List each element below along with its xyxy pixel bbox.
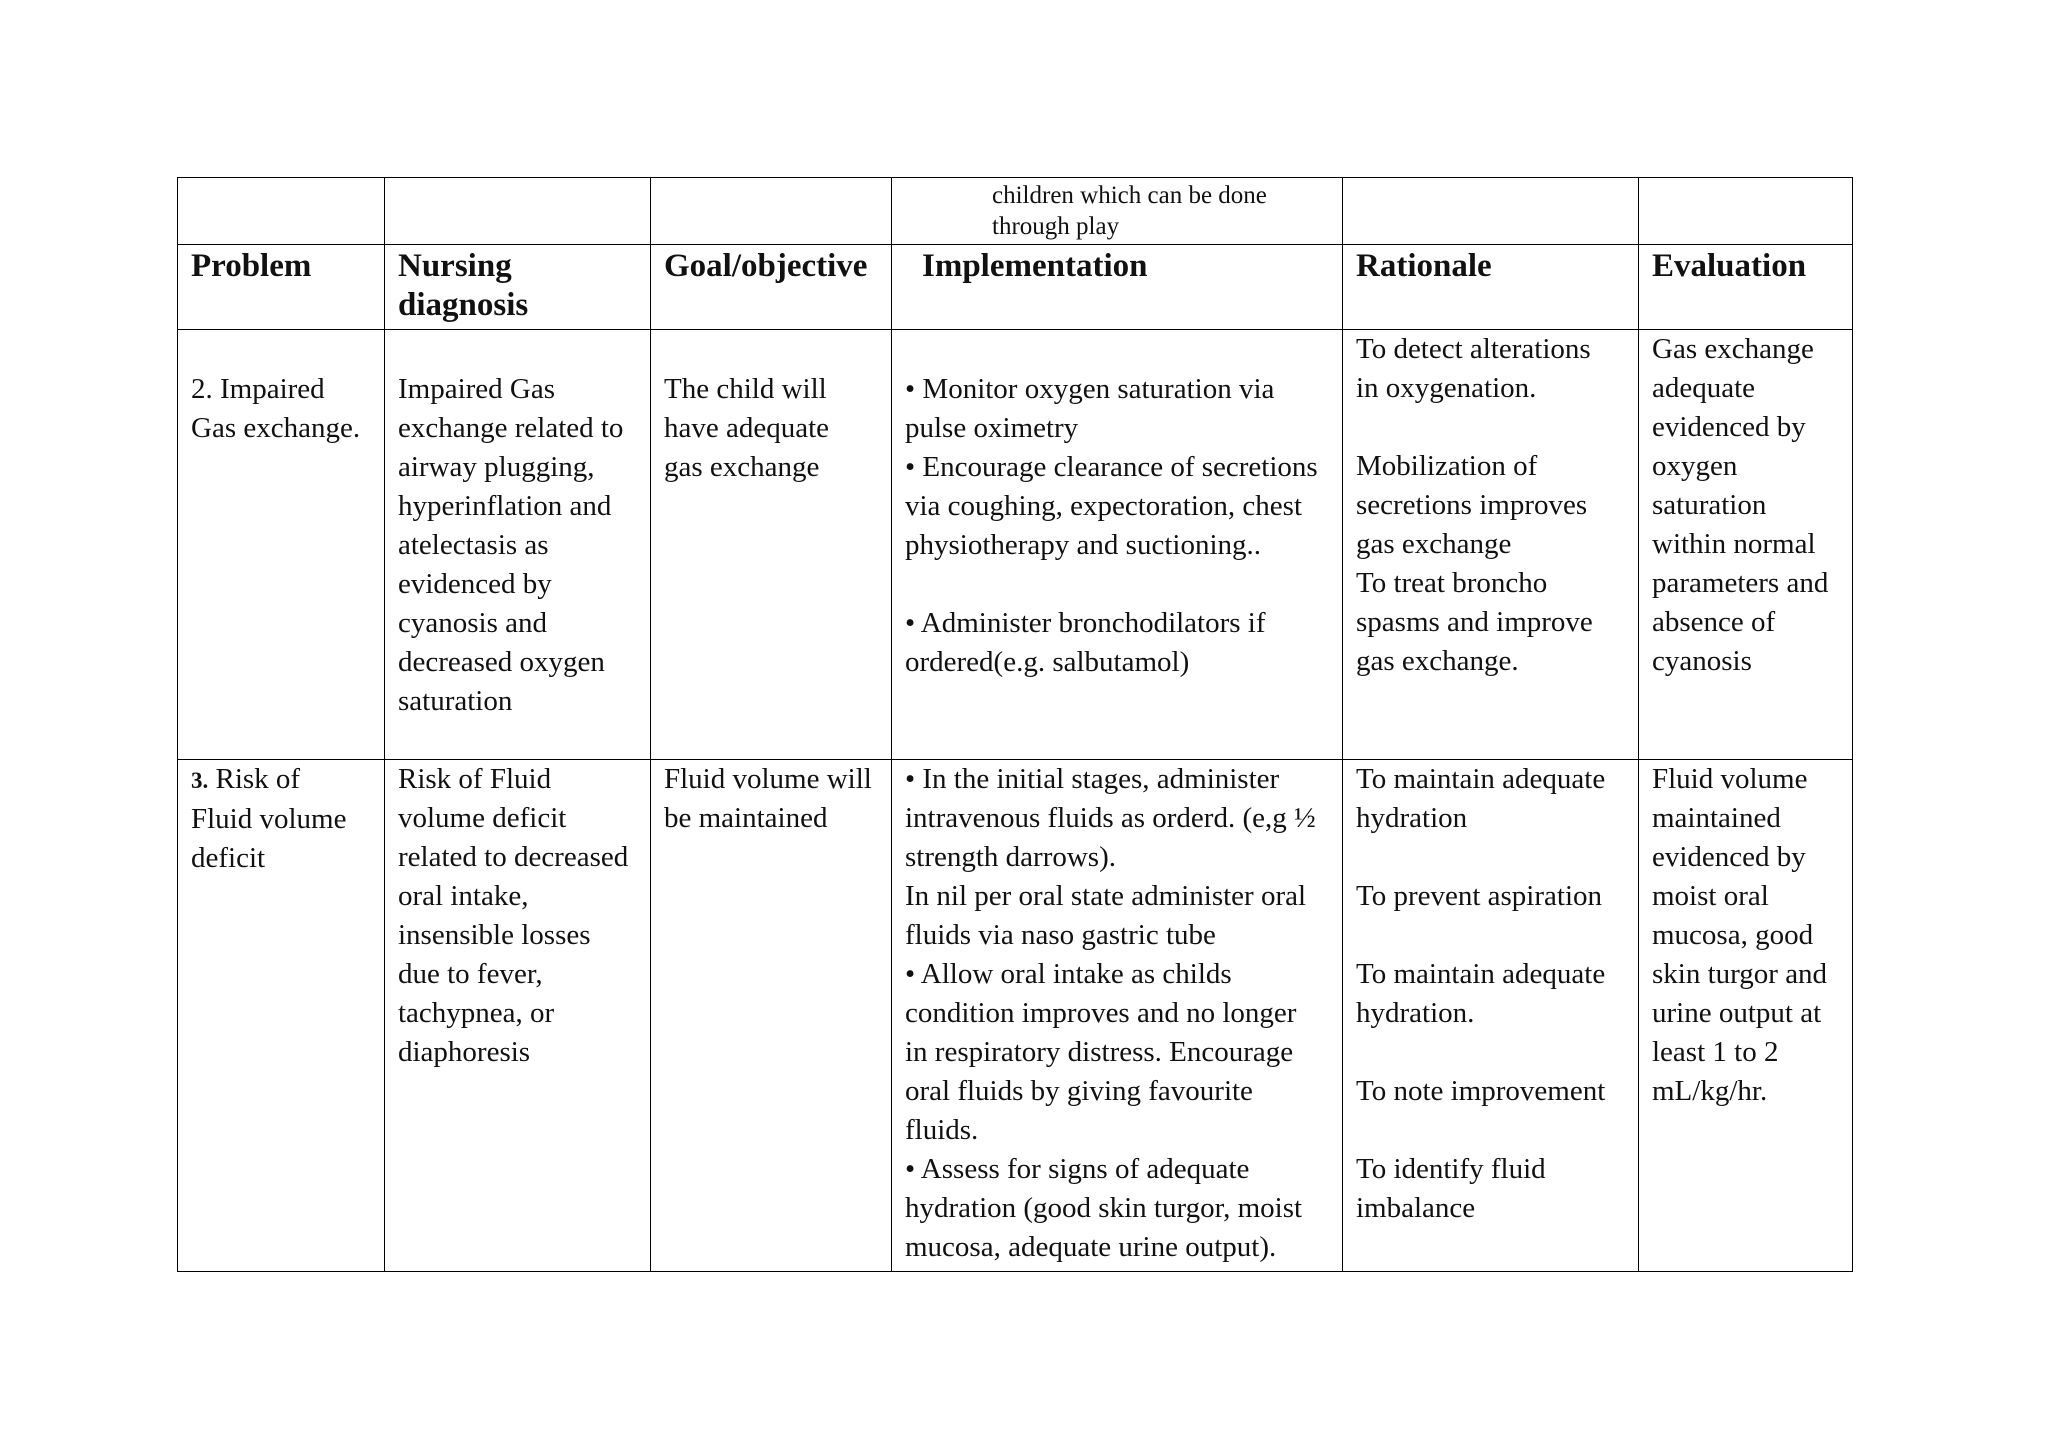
text-line: insensible losses <box>398 919 591 951</box>
text-line: Gas exchange <box>1652 333 1814 365</box>
problem-cell <box>178 760 385 1272</box>
text-line: evidenced by <box>398 568 552 600</box>
problem-text <box>191 370 371 448</box>
rationale-lines <box>1356 760 1625 1228</box>
text-line: exchange related to <box>398 412 624 444</box>
rationale-cell <box>1343 330 1639 760</box>
text-line: To note improvement <box>1356 1075 1606 1107</box>
text-line: saturation <box>398 685 513 717</box>
text-line: within normal <box>1652 528 1816 560</box>
text-line: mucosa, adequate urine output). <box>905 1231 1277 1263</box>
text-line: evidenced by <box>1652 841 1806 873</box>
diagnosis-lines <box>398 370 637 721</box>
implementation-lines <box>905 370 1329 682</box>
header-goal: Goal/objective <box>651 245 892 330</box>
implementation-cell <box>892 760 1343 1272</box>
blank-line <box>1356 1111 1625 1150</box>
text-line: in oxygenation. <box>1356 372 1537 404</box>
text-line: saturation <box>1652 489 1767 521</box>
text-line: least 1 to 2 <box>1652 1036 1779 1068</box>
header-problem: Problem <box>178 245 385 330</box>
text-line: condition improves and no longer <box>905 997 1297 1029</box>
text-line: airway plugging, <box>398 451 595 483</box>
text-line: adequate <box>1652 372 1756 404</box>
diagnosis-cell <box>385 330 651 760</box>
text-line: fluids via naso gastric tube <box>905 919 1216 951</box>
text-line: parameters and <box>1652 567 1829 599</box>
problem-line: 2. Impaired <box>191 373 325 405</box>
text-line: evidenced by <box>1652 411 1806 443</box>
cont-rationale-cell <box>1343 178 1639 245</box>
table-row <box>178 760 1853 1272</box>
text-line: strength darrows). <box>905 841 1117 873</box>
text-line: secretions improves <box>1356 489 1588 521</box>
blank-line <box>1356 916 1625 955</box>
goal-cell <box>651 760 892 1272</box>
text-line: due to fever, <box>398 958 543 990</box>
text-line: To prevent aspiration <box>1356 880 1603 912</box>
text-line: diaphoresis <box>398 1036 531 1068</box>
text-line: gas exchange <box>1356 528 1512 560</box>
text-line: In nil per oral state administer oral <box>905 880 1307 912</box>
text-line: intravenous fluids as orderd. (e,g ½ <box>905 802 1316 834</box>
text-line: gas exchange. <box>1356 645 1519 677</box>
text-line: urine output at <box>1652 997 1822 1029</box>
header-implementation: Implementation <box>892 245 1343 330</box>
text-line: fluids. <box>905 1114 979 1146</box>
text-line: • Administer bronchodilators if <box>905 607 1266 639</box>
cont-impl-line: children which can be done <box>992 182 1267 209</box>
text-line: hydration <box>1356 802 1468 834</box>
header-nursing-diagnosis-line: diagnosis <box>398 287 529 323</box>
text-line: have adequate <box>664 412 830 444</box>
text-line: atelectasis as <box>398 529 549 561</box>
text-line: • Encourage clearance of secretions <box>905 451 1318 483</box>
goal-lines <box>664 370 878 487</box>
text-line: maintained <box>1652 802 1781 834</box>
text-line: be maintained <box>664 802 828 834</box>
text-line: cyanosis and <box>398 607 547 639</box>
goal-lines <box>664 760 878 838</box>
text-line: via coughing, expectoration, chest <box>905 490 1303 522</box>
problem-text: Risk of <box>208 763 301 795</box>
text-line: To maintain adequate <box>1356 763 1606 795</box>
diagnosis-cell <box>385 760 651 1272</box>
text-line: ordered(e.g. salbutamol) <box>905 646 1190 678</box>
text-line: To maintain adequate <box>1356 958 1606 990</box>
blank-line <box>905 565 1329 604</box>
header-nursing-diagnosis-line: Nursing <box>398 248 512 284</box>
cont-impl-line: through play <box>992 213 1120 240</box>
text-line: To treat broncho <box>1356 567 1548 599</box>
text-line: hydration (good skin turgor, moist <box>905 1192 1303 1224</box>
evaluation-cell <box>1639 330 1853 760</box>
problem-line: Fluid volume <box>191 803 347 835</box>
header-nursing-diagnosis <box>385 245 651 330</box>
text-line: tachypnea, or <box>398 997 555 1029</box>
text-line: hyperinflation and <box>398 490 612 522</box>
diagnosis-lines <box>398 760 637 1072</box>
header-rationale: Rationale <box>1343 245 1639 330</box>
implementation-lines <box>905 760 1329 1267</box>
header-evaluation: Evaluation <box>1639 245 1853 330</box>
text-line: The child will <box>664 373 827 405</box>
cont-diagnosis-cell <box>385 178 651 245</box>
text-line: • In the initial stages, administer <box>905 763 1280 795</box>
text-line: • Monitor oxygen saturation via <box>905 373 1275 405</box>
table-row <box>178 330 1853 760</box>
text-line: oral intake, <box>398 880 529 912</box>
cont-problem-cell <box>178 178 385 245</box>
text-line: cyanosis <box>1652 645 1752 677</box>
text-line: Risk of Fluid <box>398 763 552 795</box>
text-line: oxygen <box>1652 450 1738 482</box>
problem-line <box>191 760 371 800</box>
evaluation-lines <box>1652 760 1839 1111</box>
cont-goal-cell <box>651 178 892 245</box>
evaluation-lines <box>1652 330 1839 681</box>
goal-cell <box>651 330 892 760</box>
evaluation-cell <box>1639 760 1853 1272</box>
text-line: pulse oximetry <box>905 412 1079 444</box>
text-line: imbalance <box>1356 1192 1476 1224</box>
problem-line: Gas exchange. <box>191 412 361 444</box>
rationale-lines <box>1356 330 1625 681</box>
text-line: spasms and improve <box>1356 606 1593 638</box>
text-line: To detect alterations <box>1356 333 1591 365</box>
problem-number: 3. <box>191 768 209 793</box>
text-line: physiotherapy and suctioning.. <box>905 529 1262 561</box>
blank-line <box>1356 408 1625 447</box>
text-line: gas exchange <box>664 451 820 483</box>
text-line: moist oral <box>1652 880 1769 912</box>
text-line: hydration. <box>1356 997 1475 1029</box>
nursing-care-plan-table <box>177 177 1853 1272</box>
blank-line <box>1356 1033 1625 1072</box>
rationale-cell <box>1343 760 1639 1272</box>
text-line: decreased oxygen <box>398 646 605 678</box>
text-line: Fluid volume will <box>664 763 872 795</box>
continuation-row <box>178 178 1853 245</box>
text-line: Impaired Gas <box>398 373 556 405</box>
text-line: in respiratory distress. Encourage <box>905 1036 1294 1068</box>
cont-evaluation-cell <box>1639 178 1853 245</box>
text-line: Fluid volume <box>1652 763 1808 795</box>
text-line: skin turgor and <box>1652 958 1828 990</box>
cont-implementation-cell <box>892 178 1343 245</box>
text-line: mL/kg/hr. <box>1652 1075 1768 1107</box>
text-line: • Assess for signs of adequate <box>905 1153 1250 1185</box>
text-line: Mobilization of <box>1356 450 1538 482</box>
implementation-cell <box>892 330 1343 760</box>
text-line: absence of <box>1652 606 1776 638</box>
blank-line <box>1356 838 1625 877</box>
text-line: mucosa, good <box>1652 919 1814 951</box>
text-line: • Allow oral intake as childs <box>905 958 1232 990</box>
problem-cell <box>178 330 385 760</box>
text-line: volume deficit <box>398 802 567 834</box>
text-line: To identify fluid <box>1356 1153 1546 1185</box>
text-line: oral fluids by giving favourite <box>905 1075 1253 1107</box>
text-line: related to decreased <box>398 841 629 873</box>
header-row <box>178 245 1853 330</box>
problem-line: deficit <box>191 842 266 874</box>
